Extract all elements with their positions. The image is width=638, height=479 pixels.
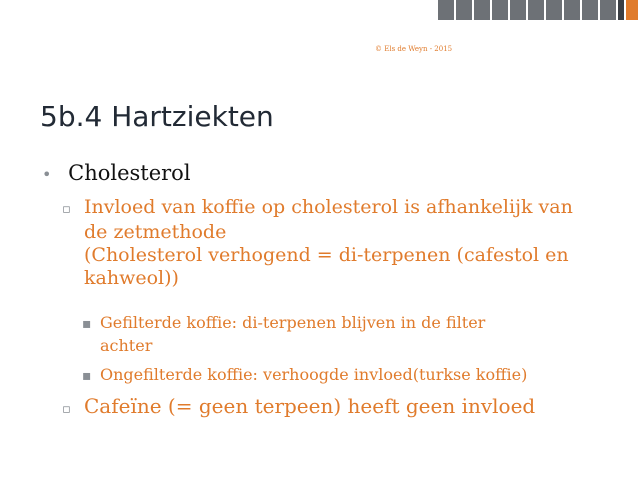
deco-square xyxy=(582,0,598,20)
sub-sub-item-line xyxy=(82,312,485,335)
sub-sub-item-text: Ongefilterde koffie: verhoogde invloed(turkse koffie) xyxy=(100,365,528,384)
deco-square-accent xyxy=(626,0,638,20)
deco-square xyxy=(456,0,472,20)
deco-square xyxy=(438,0,454,20)
deco-square xyxy=(546,0,562,20)
slide-title: 5b.4 Hartziekten xyxy=(40,100,274,133)
sub-sub-item-ongefilterd xyxy=(82,364,527,387)
sub-item-line: de zetmethode xyxy=(84,221,227,243)
deco-square xyxy=(492,0,508,20)
sub-sub-item-line: achter xyxy=(100,336,153,355)
sub-item-text: Cafeïne (= geen terpeen) heeft geen invloed xyxy=(84,394,536,418)
sub-sub-item-text: Gefilterde koffie: di-terpenen blijven in de filter xyxy=(100,313,486,332)
bullet-cholesterol xyxy=(42,161,191,187)
deco-square xyxy=(618,0,624,20)
copyright-text: © Els de Weyn - 2015 xyxy=(375,45,453,53)
deco-square xyxy=(510,0,526,20)
sub-sub-item-line xyxy=(82,364,527,387)
sub-bullet-marker: ▫ xyxy=(62,202,71,217)
sub-sub-bullet-marker: ▪ xyxy=(82,316,92,332)
deco-square xyxy=(600,0,616,20)
bullet-text: Cholesterol xyxy=(68,161,191,185)
deco-square xyxy=(474,0,490,20)
sub-item-cafeine xyxy=(62,395,535,421)
deco-square xyxy=(564,0,580,20)
sub-item-line xyxy=(62,196,602,221)
bullet-marker: • xyxy=(42,165,52,184)
sub-item-line: (Cholesterol verhogend = di-terpenen (cafestol en xyxy=(84,244,569,266)
sub-bullet-marker: ▫ xyxy=(62,402,71,417)
sub-item-text: Invloed van koffie op cholesterol is afhankelijk van xyxy=(84,196,573,218)
decorative-squares xyxy=(438,0,638,20)
sub-item-line: kahweol)) xyxy=(84,267,179,289)
deco-square xyxy=(528,0,544,20)
sub-sub-item-gefilterd xyxy=(82,312,485,356)
sub-item-invloed xyxy=(62,196,602,290)
sub-sub-bullet-marker: ▪ xyxy=(82,368,92,384)
